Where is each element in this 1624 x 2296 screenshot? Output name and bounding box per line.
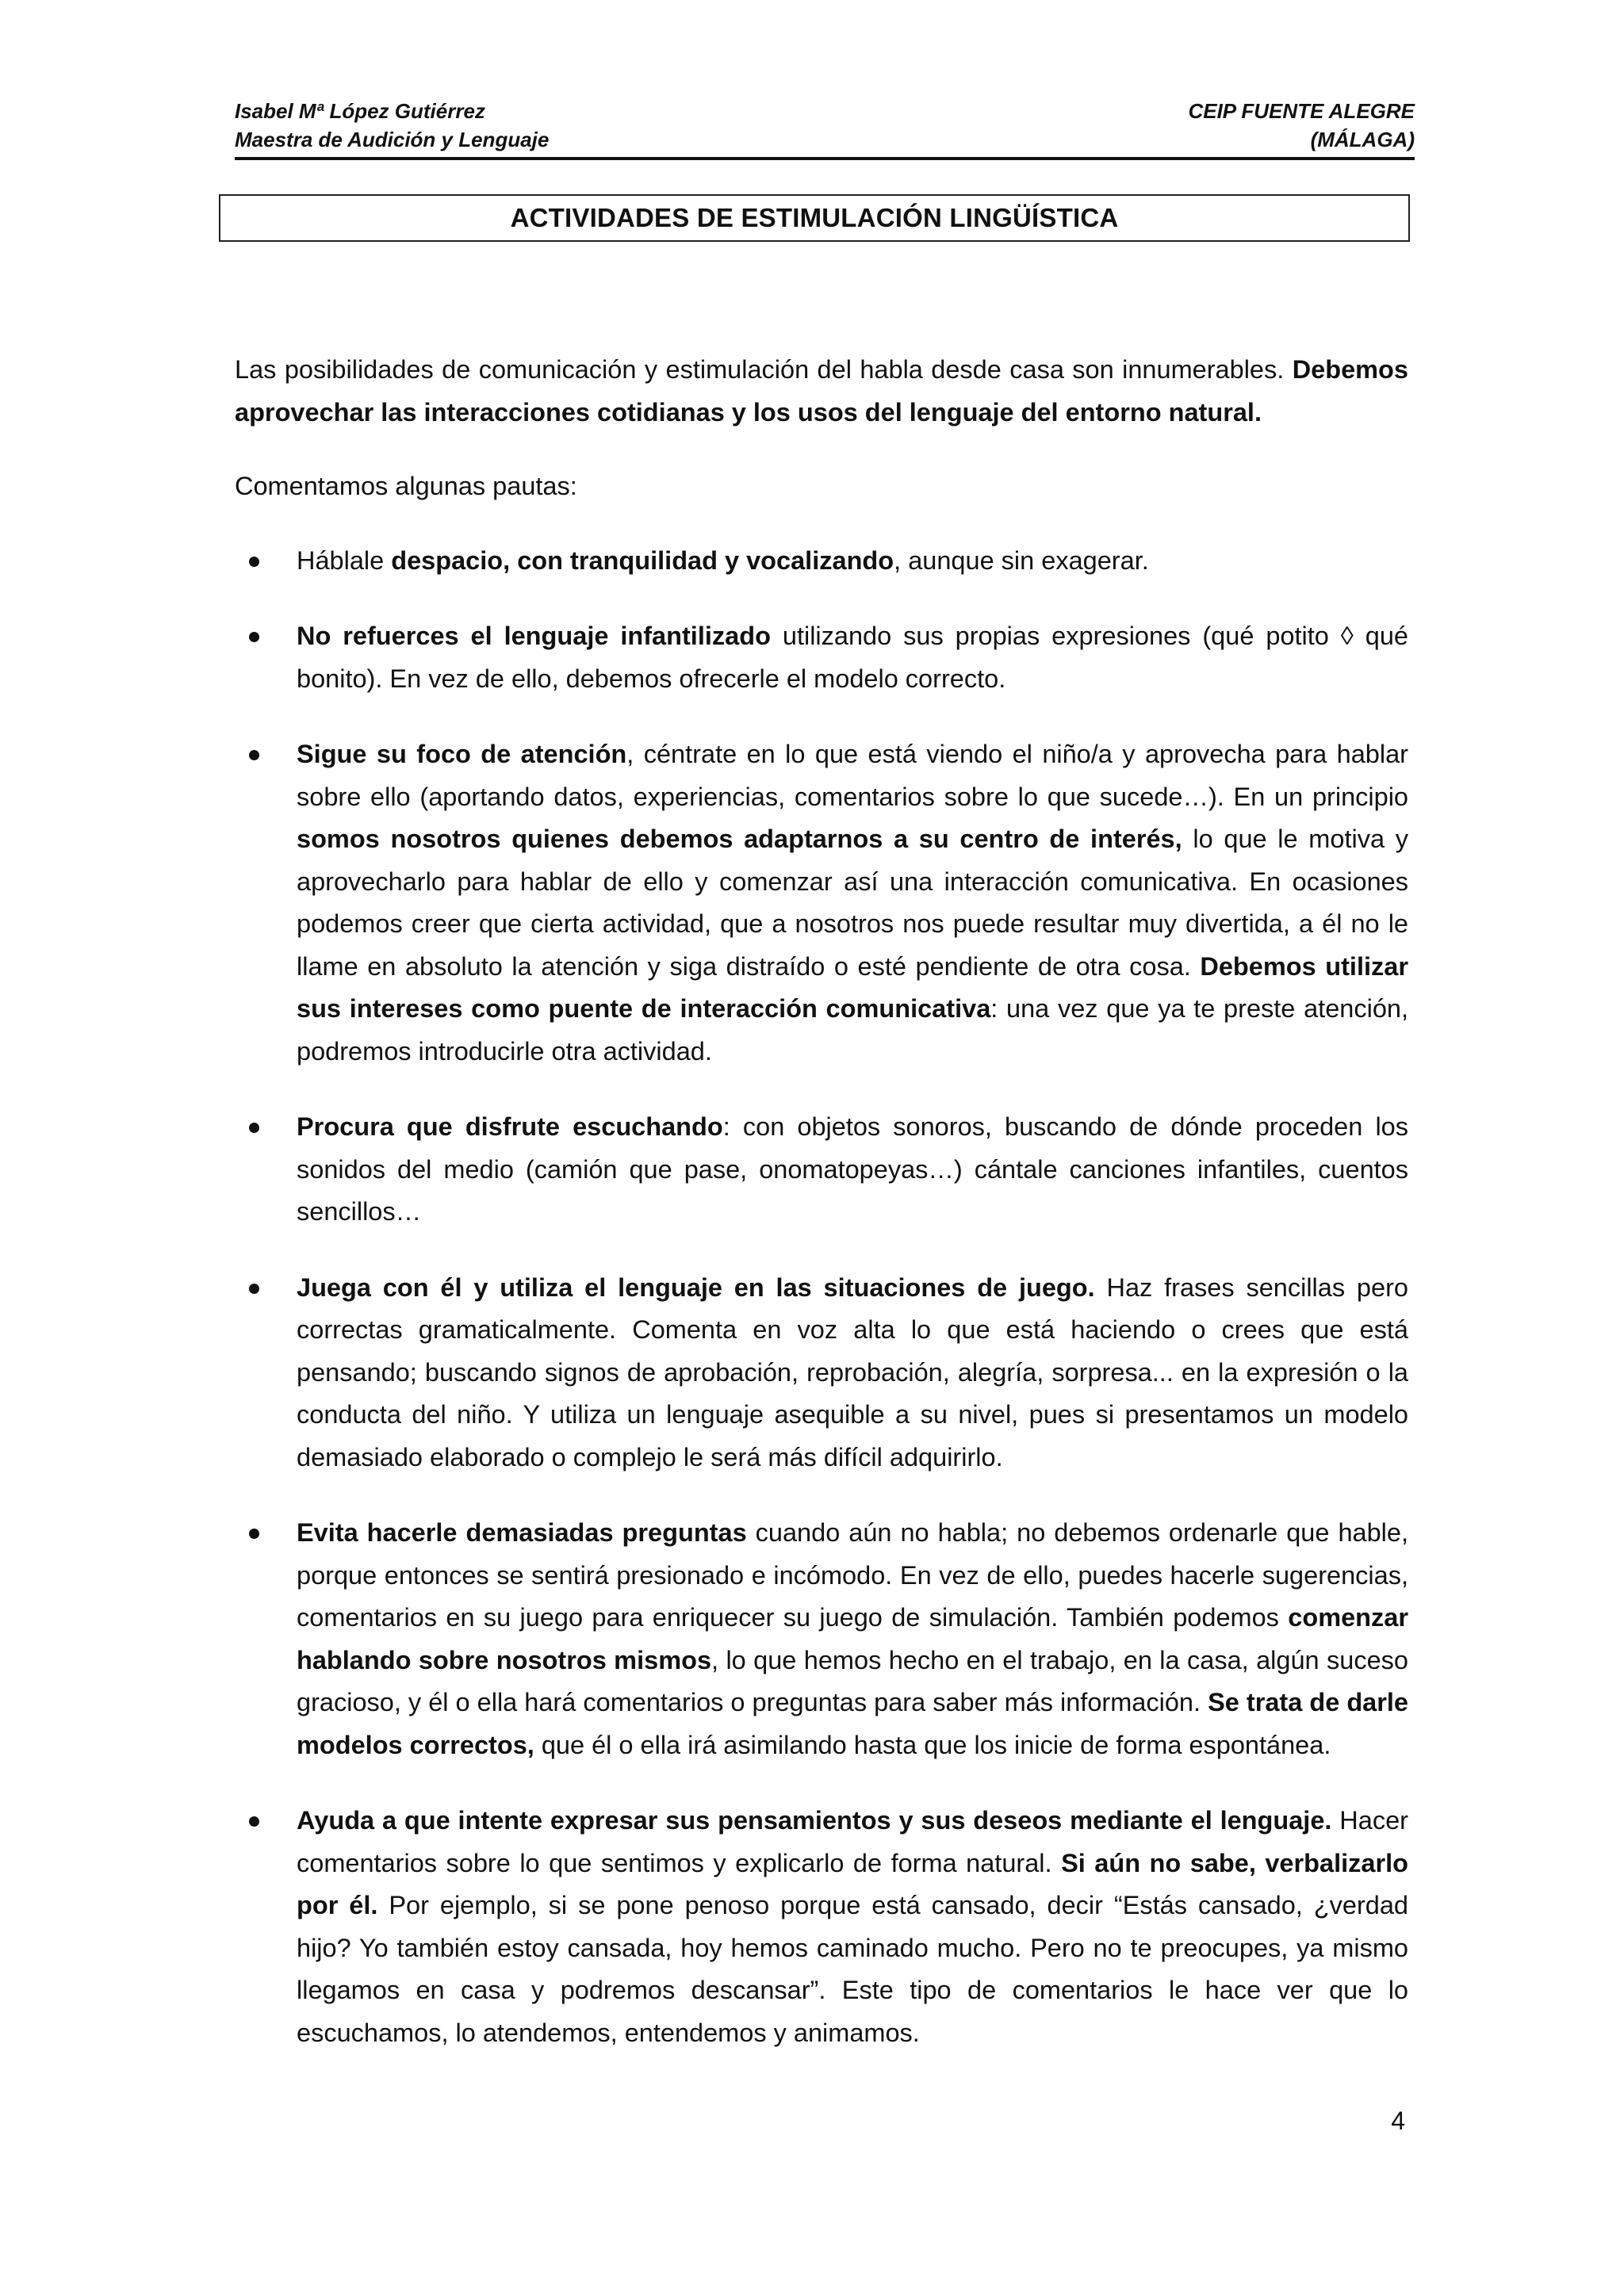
list-item-bold-text: No refuerces el lenguaje infantilizado	[297, 622, 771, 650]
bullet-icon	[249, 1529, 259, 1539]
list-item-text: Por ejemplo, si se pone penoso porque está cansado, decir “Estás cansado, ¿verdad hijo? Yo también estoy cansada, hoy hemos caminado mucho. Pero no te preocupes, ya mismo llegamos en casa y podremos descansar”. Este tipo de comentarios le hace ver que lo escuchamos, lo atendemos, entendemos y animamos.	[297, 1891, 1408, 2047]
list-item	[235, 1267, 1408, 1479]
intro-paragraph	[235, 349, 1408, 434]
header-city: (MÁLAGA)	[1310, 128, 1415, 151]
list-item-text: : una vez que ya te preste atención, podremos introducirle otra actividad.	[297, 994, 1408, 1066]
document-body	[235, 349, 1408, 2087]
list-item-bold-text: comenzar hablando sobre nosotros mismos	[297, 1603, 1408, 1674]
list-item-bold-text: Procura que disfrute escuchando	[297, 1112, 723, 1141]
list-item-text: , céntrate en lo que está viendo el niño/a y aprovecha para hablar sobre ello (aportando datos, experiencias, comentarios sobre lo que sucede…). En un principio	[297, 740, 1408, 811]
bullet-icon	[249, 557, 259, 567]
list-item	[235, 1512, 1408, 1766]
list-item-text: Hacer comentarios sobre lo que sentimos y explicarlo de forma natural.	[297, 1806, 1408, 1877]
list-item-bold-text: somos nosotros quienes debemos adaptarnos a su centro de interés,	[297, 825, 1182, 853]
list-item-text: Haz frases sencillas pero correctas gramaticalmente. Comenta en voz alta lo que está haciendo o crees que está pensando; buscando signos de aprobación, reprobación, alegría, sorpresa... en la expresión o la conducta del niño. Y utiliza un lenguaje asequible a su nivel, pues si presentamos un modelo demasiado elaborado o complejo le será más difícil adquirirlo.	[297, 1272, 1408, 1471]
list-item	[235, 733, 1408, 1073]
bullet-icon	[249, 1123, 259, 1133]
list-item-text: , aunque sin exagerar.	[894, 545, 1149, 575]
list-item-text: que él o ella irá asimilando hasta que los inicie de forma espontánea.	[534, 1730, 1331, 1759]
list-item-text: Háblale	[297, 545, 392, 575]
list-item-bold-text: Se trata de darle modelos correctos,	[297, 1688, 1409, 1759]
page-number: 4	[1391, 2107, 1405, 2135]
list-item-bold-text: Sigue su foco de atención	[297, 740, 627, 768]
list-item-text: lo que le motiva y aprovecharlo para hablar de ello y comenzar así una interacción comunicativa. En ocasiones podemos creer que cierta actividad, que a nosotros nos puede resultar muy divertida, a él no le llame en absoluto la atención y siga distraído o esté pendiente de otra cosa.	[297, 825, 1408, 981]
list-item-text: , lo que hemos hecho en el trabajo, en la casa, algún suceso gracioso, y él o ella hará comentarios o preguntas para saber más información.	[297, 1645, 1408, 1716]
page-header	[235, 95, 1415, 160]
header-school: CEIP FUENTE ALEGRE	[1188, 99, 1415, 123]
list-item-bold-text: Juega con él y utiliza el lenguaje en las situaciones de juego.	[297, 1272, 1095, 1302]
list-item-text: cuando aún no habla; no debemos ordenarle que hable, porque entonces se sentirá presionado e incómodo. En vez de ello, puedes hacerle sugerencias, comentarios en su juego para enriquecer su juego de simulación. También podemos	[297, 1518, 1408, 1632]
bullet-icon	[249, 1816, 259, 1827]
bullet-icon	[249, 750, 259, 760]
guidelines-list	[235, 540, 1408, 2055]
list-item	[235, 1106, 1408, 1234]
list-item	[235, 540, 1408, 583]
list-item-bold-text: Ayuda a que intente expresar sus pensamientos y sus deseos mediante el lenguaje.	[297, 1806, 1332, 1835]
bullet-icon	[249, 632, 259, 642]
header-author: Isabel Mª López Gutiérrez	[235, 99, 485, 123]
lead-paragraph: Comentamos algunas pautas:	[235, 472, 577, 500]
header-left	[235, 97, 549, 154]
intro-text: Las posibilidades de comunicación y estimulación del habla desde casa son innumerables.	[235, 355, 1293, 384]
header-right	[1188, 97, 1415, 154]
list-item	[235, 1800, 1408, 2054]
list-item	[235, 615, 1408, 700]
list-item-text: utilizando sus propias expresiones (qué potito ◊ qué bonito). En vez de ello, debemos ofrecerle el modelo correcto.	[297, 622, 1408, 693]
document-title	[219, 194, 1410, 242]
intro-bold-text: Debemos aprovechar las interacciones cotidianas y los usos del lenguaje del entorno natural.	[235, 355, 1408, 427]
bullet-icon	[249, 1284, 259, 1294]
header-role: Maestra de Audición y Lenguaje	[235, 128, 550, 151]
list-item-bold-text: despacio, con tranquilidad y vocalizando	[391, 545, 894, 575]
document-title-text: ACTIVIDADES DE ESTIMULACIÓN LINGÜÍSTICA	[510, 203, 1119, 232]
list-item-bold-text: Evita hacerle demasiadas preguntas	[297, 1518, 747, 1547]
list-item-text: : con objetos sonoros, buscando de dónde proceden los sonidos del medio (camión que pase, onomatopeyas…) cántale canciones infantiles, cuentos sencillos…	[297, 1112, 1408, 1226]
list-item-bold-text: Debemos utilizar sus intereses como puente de interacción comunicativa	[297, 951, 1408, 1023]
list-item-bold-text: Si aún no sabe, verbalizarlo por él.	[297, 1848, 1409, 1919]
